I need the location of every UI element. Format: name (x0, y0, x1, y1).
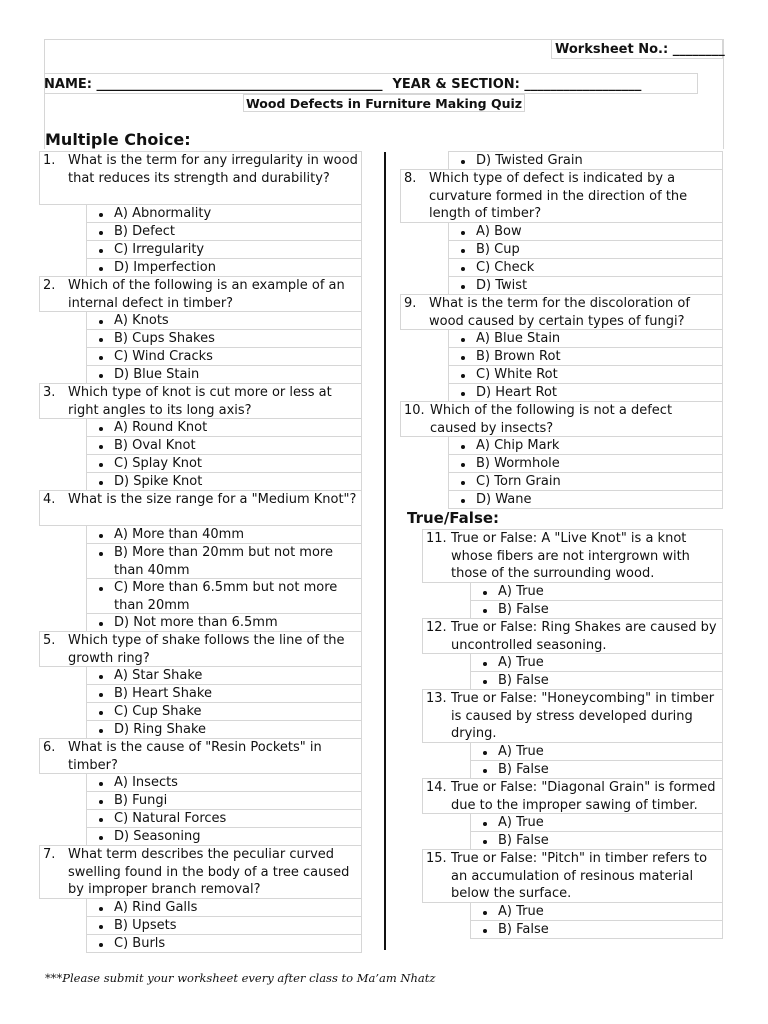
year-section-field: YEAR & SECTION: __________________ (392, 77, 642, 92)
option-13b: B) False (470, 760, 723, 779)
option-7c: C) Burls (86, 934, 362, 953)
option-3b: B) Oval Knot (86, 436, 362, 455)
option-9a: A) Blue Stain (448, 329, 723, 348)
option-1b: B) Defect (86, 222, 362, 241)
question-3: 3. Which type of knot is cut more or less at right angles to its long axis? (39, 383, 362, 419)
option-15b: B) False (470, 920, 723, 939)
option-6c: C) Natural Forces (86, 809, 362, 828)
option-5b: B) Heart Shake (86, 684, 362, 703)
option-11a: A) True (470, 582, 723, 601)
option-1d: D) Imperfection (86, 258, 362, 277)
option-8c: C) Check (448, 258, 723, 277)
option-6b: B) Fungi (86, 791, 362, 810)
option-8d: D) Twist (448, 276, 723, 295)
question-7: 7. What term describes the peculiar curved swelling found in the body of a tree caused by improper branch removal? (39, 845, 362, 899)
footer-note: ***Please submit your worksheet every after class to Ma’am Nhatz (45, 971, 436, 985)
question-13: 13. True or False: "Honeycombing" in timber is caused by stress developed during drying. (422, 689, 723, 743)
question-14: 14. True or False: "Diagonal Grain" is formed due to the improper sawing of timber. (422, 778, 723, 814)
option-2a: A) Knots (86, 311, 362, 330)
option-6d: D) Seasoning (86, 827, 362, 846)
option-7d: D) Twisted Grain (448, 151, 723, 170)
option-9b: B) Brown Rot (448, 347, 723, 366)
option-2b: B) Cups Shakes (86, 329, 362, 348)
multiple-choice-heading: Multiple Choice: (45, 130, 191, 149)
name-year-section-row (44, 73, 698, 94)
quiz-title: Wood Defects in Furniture Making Quiz (243, 94, 525, 112)
option-1c: C) Irregularity (86, 240, 362, 259)
name-field: NAME: ____________________________________________ (44, 77, 383, 92)
option-7b: B) Upsets (86, 916, 362, 935)
option-11b: B) False (470, 600, 723, 619)
option-8b: B) Cup (448, 240, 723, 259)
option-9c: C) White Rot (448, 365, 723, 384)
question-10: 10. Which of the following is not a defect caused by insects? (400, 401, 723, 437)
option-4a: A) More than 40mm (86, 525, 362, 544)
option-12a: A) True (470, 653, 723, 672)
option-7a: A) Rind Galls (86, 898, 362, 917)
worksheet-number: Worksheet No.: ________ (551, 39, 723, 59)
option-3a: A) Round Knot (86, 418, 362, 437)
option-6a: A) Insects (86, 773, 362, 792)
question-15: 15. True or False: "Pitch" in timber refers to an accumulation of resinous material below the surface. (422, 849, 723, 903)
question-6: 6. What is the cause of "Resin Pockets" in timber? (39, 738, 362, 774)
option-13a: A) True (470, 742, 723, 761)
option-14b: B) False (470, 831, 723, 850)
question-4: 4. What is the size range for a "Medium Knot"? (39, 490, 362, 526)
option-3d: D) Spike Knot (86, 472, 362, 491)
question-12: 12. True or False: Ring Shakes are caused by uncontrolled seasoning. (422, 618, 723, 654)
option-14a: A) True (470, 813, 723, 832)
option-10d: D) Wane (448, 490, 723, 509)
option-5d: D) Ring Shake (86, 720, 362, 739)
option-10a: A) Chip Mark (448, 436, 723, 455)
question-11: 11. True or False: A "Live Knot" is a knot whose fibers are not intergrown with those of the surrounding wood. (422, 529, 723, 583)
option-4c: C) More than 6.5mm but not more than 20mm (86, 578, 362, 614)
column-divider (384, 152, 386, 950)
option-5a: A) Star Shake (86, 666, 362, 685)
option-2d: D) Blue Stain (86, 365, 362, 384)
option-10b: B) Wormhole (448, 454, 723, 473)
question-5: 5. Which type of shake follows the line of the growth ring? (39, 631, 362, 667)
option-12b: B) False (470, 671, 723, 690)
option-4d: D) Not more than 6.5mm (86, 613, 362, 632)
option-5c: C) Cup Shake (86, 702, 362, 721)
question-1: 1. What is the term for any irregularity in wood that reduces its strength and durability? (39, 151, 362, 205)
option-2c: C) Wind Cracks (86, 347, 362, 366)
option-8a: A) Bow (448, 222, 723, 241)
option-15a: A) True (470, 902, 723, 921)
option-4b: B) More than 20mm but not more than 40mm (86, 543, 362, 579)
question-2: 2. Which of the following is an example of an internal defect in timber? (39, 276, 362, 312)
question-9: 9. What is the term for the discoloration of wood caused by certain types of fungi? (400, 294, 723, 330)
option-10c: C) Torn Grain (448, 472, 723, 491)
option-1a: A) Abnormality (86, 204, 362, 223)
question-8: 8. Which type of defect is indicated by a curvature formed in the direction of the length of timber? (400, 169, 723, 223)
option-3c: C) Splay Knot (86, 454, 362, 473)
option-9d: D) Heart Rot (448, 383, 723, 402)
true-false-heading: True/False: (407, 509, 500, 527)
